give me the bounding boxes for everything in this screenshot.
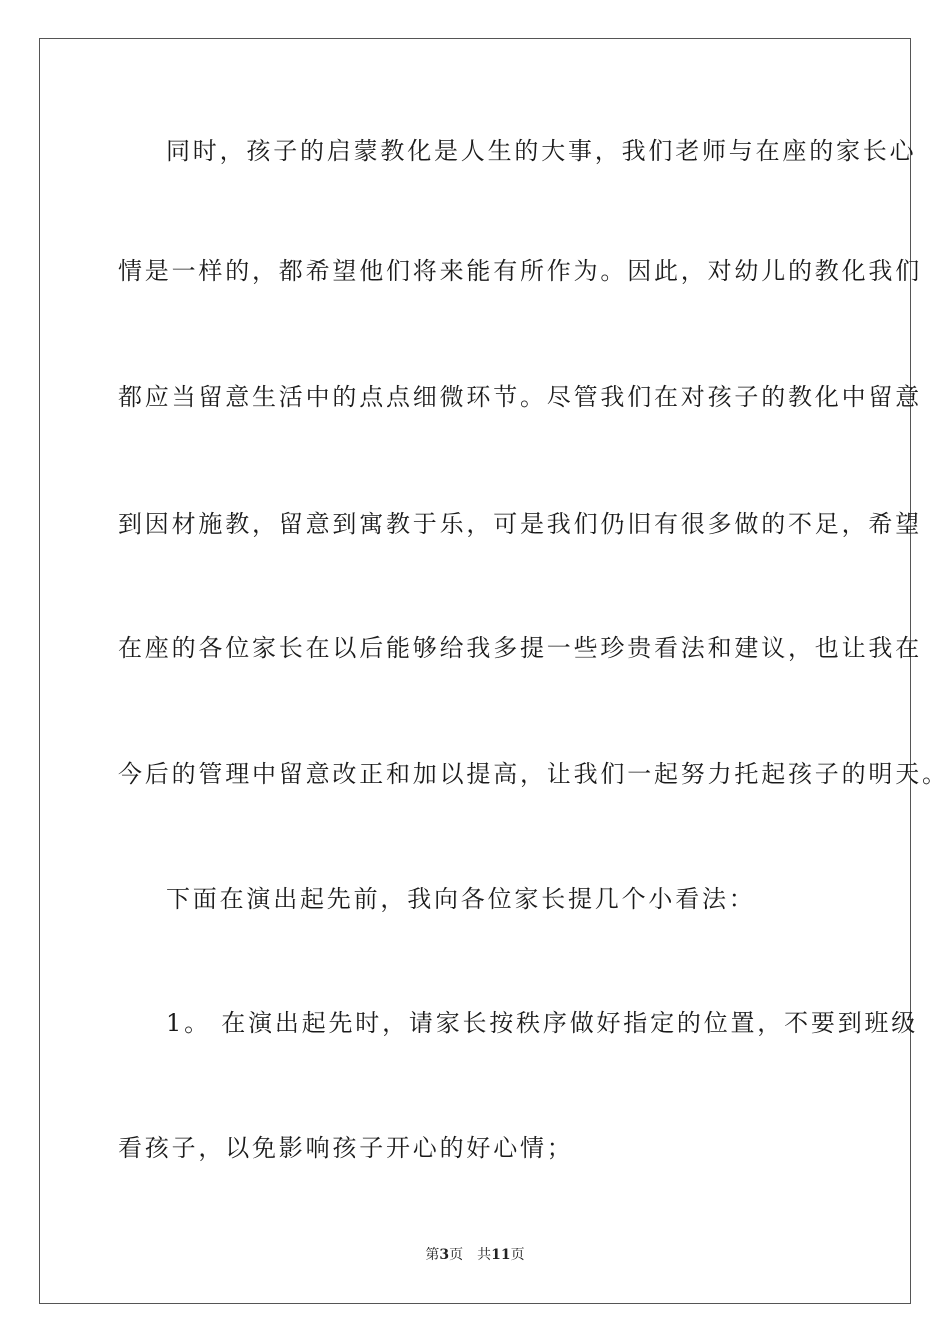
page-suffix: 页 xyxy=(449,1247,464,1263)
text-line: 下面在演出起先前，我向各位家长提几个小看法： xyxy=(166,885,756,913)
total-suffix: 页 xyxy=(510,1247,525,1263)
text-line: 同时，孩子的启蒙教化是人生的大事，我们老师与在座的家长心 xyxy=(166,137,917,165)
text-line: 在座的各位家长在以后能够给我多提一些珍贵看法和建议，也让我在 xyxy=(118,634,922,662)
text-line: 看孩子，以免影响孩子开心的好心情； xyxy=(118,1134,574,1162)
page-prefix: 第 xyxy=(425,1247,440,1263)
list-item-text: 1。 在演出起先时，请家长按秩序做好指定的位置，不要到班级 xyxy=(166,1009,919,1037)
text-line: 都应当留意生活中的点点细微环节。尽管我们在对孩子的教化中留意 xyxy=(118,383,922,411)
page-border xyxy=(39,38,949,1304)
text-line: 到因材施教，留意到寓教于乐，可是我们仍旧有很多做的不足，希望 xyxy=(118,510,922,538)
total-pages: 11 xyxy=(491,1247,511,1263)
text-line: 今后的管理中留意改正和加以提高，让我们一起努力托起孩子的明天。 xyxy=(118,760,949,788)
text-line: 情是一样的，都希望他们将来能有所作为。因此，对幼儿的教化我们 xyxy=(118,257,922,285)
page-number: 3 xyxy=(439,1247,450,1263)
page-footer xyxy=(0,1246,950,1264)
total-prefix: 共 xyxy=(477,1247,492,1263)
